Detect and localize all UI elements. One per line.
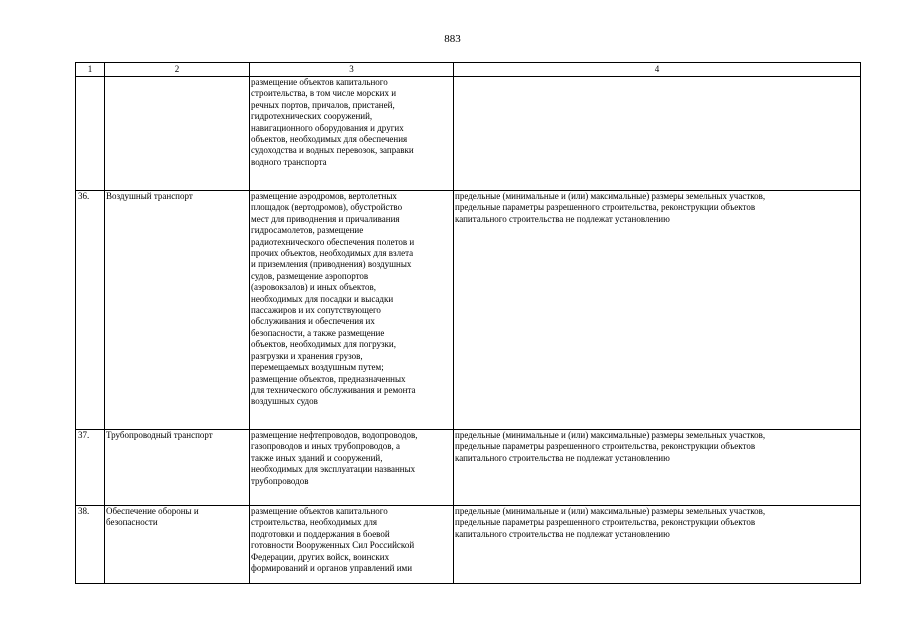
column-header: 4 — [454, 63, 861, 77]
land-use-description: размещение объектов капитального строительства, необходимых для подготовки и поддержания в боевой готовности Вооруженных Сил Российской Федерации, других войск, воинских формирований и органов управлений ими — [250, 506, 454, 584]
row-number: 36. — [76, 191, 105, 430]
table-header-row — [76, 63, 861, 77]
land-use-description: размещение нефтепроводов, водопроводов, газопроводов и иных трубопроводов, а также иных зданий и сооружений, необходимых для эксплуатации названных трубопроводов — [250, 430, 454, 506]
table-row — [76, 77, 861, 191]
column-header: 1 — [76, 63, 105, 77]
row-number: 37. — [76, 430, 105, 506]
land-use-type: Трубопроводный транспорт — [105, 430, 250, 506]
table-row — [76, 430, 861, 506]
land-use-type: Обеспечение обороны и безопасности — [105, 506, 250, 584]
land-use-description: размещение объектов капитального строительства, в том числе морских и речных портов, причалов, пристаней, гидротехнических сооружений, навигационного оборудования и других объектов, необходимых для обеспечения судоходства и водных перевозок, заправки водного транспорта — [250, 77, 454, 191]
page-number: 883 — [444, 33, 461, 45]
table-row — [76, 191, 861, 430]
column-header: 2 — [105, 63, 250, 77]
land-use-parameters: предельные (минимальные и (или) максимальные) размеры земельных участков, предельные параметры разрешенного строительства, реконструкции объектов капитального строительства не подлежат установлению — [454, 506, 861, 584]
row-number: 38. — [76, 506, 105, 584]
land-use-parameters — [454, 77, 861, 191]
table-row — [76, 506, 861, 584]
land-use-type: Воздушный транспорт — [105, 191, 250, 430]
land-use-description: размещение аэродромов, вертолетных площадок (вертодромов), обустройство мест для приводнения и причаливания гидросамолетов, размещение радиотехнического обеспечения полетов и прочих объектов, необходимых для взлета и приземления (приводнения) воздушных судов, размещение аэропортов (аэровокзалов) и иных объектов, необходимых для посадки и высадки пассажиров и их сопутствующего обслуживания и обеспечения их безопасности, а также размещение объектов, необходимых для погрузки, разгрузки и хранения грузов, перемещаемых воздушным путем; размещение объектов, предназначенных для технического обслуживания и ремонта воздушных судов — [250, 191, 454, 430]
land-use-table — [75, 62, 861, 584]
column-header: 3 — [250, 63, 454, 77]
row-number — [76, 77, 105, 191]
land-use-type — [105, 77, 250, 191]
land-use-parameters: предельные (минимальные и (или) максимальные) размеры земельных участков, предельные параметры разрешенного строительства, реконструкции объектов капитального строительства не подлежат установлению — [454, 430, 861, 506]
land-use-parameters: предельные (минимальные и (или) максимальные) размеры земельных участков, предельные параметры разрешенного строительства, реконструкции объектов капитального строительства не подлежат установлению — [454, 191, 861, 430]
